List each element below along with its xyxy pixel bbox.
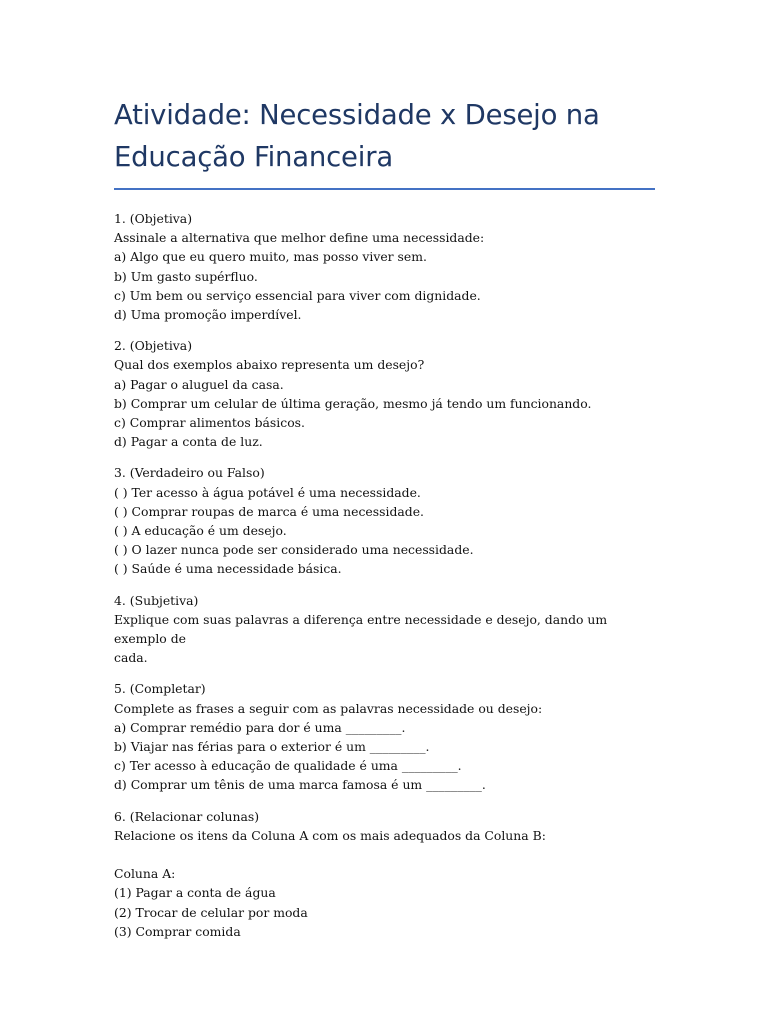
fill-in-item: c) Ter acesso à educação de qualidade é uma _________. [114,758,462,774]
column-a-label: Coluna A: [114,866,176,882]
true-false-item: ( ) A educação é um desejo. [114,523,287,539]
true-false-item: ( ) Ter acesso à água potável é uma necessidade. [114,484,421,500]
answer-option: c) Um bem ou serviço essencial para viver com dignidade. [114,287,481,303]
question-header: 1. (Objetiva) [114,211,193,226]
question-4 [114,591,659,668]
true-false-item: ( ) O lazer nunca pode ser considerado uma necessidade. [114,542,474,558]
question-header: 2. (Objetiva) [114,338,193,354]
answer-option: a) Pagar o aluguel da casa. [114,376,284,392]
question-header: 3. (Verdadeiro ou Falso) [114,465,265,481]
question-prompt: Assinale a alternativa que melhor define uma necessidade: [114,230,485,246]
answer-option: b) Um gasto supérfluo. [114,268,258,284]
question-prompt: Complete as frases a seguir com as palavras necessidade ou desejo: [114,700,543,716]
title-underline [114,188,655,190]
document-title [114,0,659,178]
question-prompt-continued: cada. [114,650,148,666]
true-false-item: ( ) Comprar roupas de marca é uma necessidade. [114,503,424,519]
title-line-1: Atividade: Necessidade x Desejo na [114,99,600,131]
answer-option: d) Pagar a conta de luz. [114,434,263,450]
fill-in-item: a) Comprar remédio para dor é uma _________. [114,719,406,735]
column-a-item: (2) Trocar de celular por moda [114,904,308,920]
question-6 [114,807,659,941]
fill-in-item: d) Comprar um tênis de uma marca famosa é um _________. [114,777,486,793]
column-a-item: (1) Pagar a conta de água [114,885,276,901]
question-prompt: Qual dos exemplos abaixo representa um desejo? [114,357,425,373]
document-page [114,0,659,953]
blank-line [114,845,659,864]
question-header: 5. (Completar) [114,681,206,697]
question-header: 4. (Subjetiva) [114,592,199,608]
answer-option: c) Comprar alimentos básicos. [114,415,305,431]
column-a-item: (3) Comprar comida [114,923,241,939]
question-header: 6. (Relacionar colunas) [114,808,260,824]
answer-option: a) Algo que eu quero muito, mas posso viver sem. [114,249,427,265]
true-false-item: ( ) Saúde é uma necessidade básica. [114,561,342,577]
question-1 [114,209,659,324]
question-prompt: Relacione os itens da Coluna A com os mais adequados da Coluna B: [114,827,546,843]
title-line-2: Educação Financeira [114,141,393,173]
answer-option: d) Uma promoção imperdível. [114,307,302,323]
question-prompt: Explique com suas palavras a diferença entre necessidade e desejo, dando um exemplo de [114,611,612,647]
question-5 [114,679,659,794]
question-3 [114,463,659,578]
fill-in-item: b) Viajar nas férias para o exterior é um _________. [114,739,430,755]
answer-option: b) Comprar um celular de última geração, mesmo já tendo um funcionando. [114,395,592,411]
question-2 [114,336,659,451]
